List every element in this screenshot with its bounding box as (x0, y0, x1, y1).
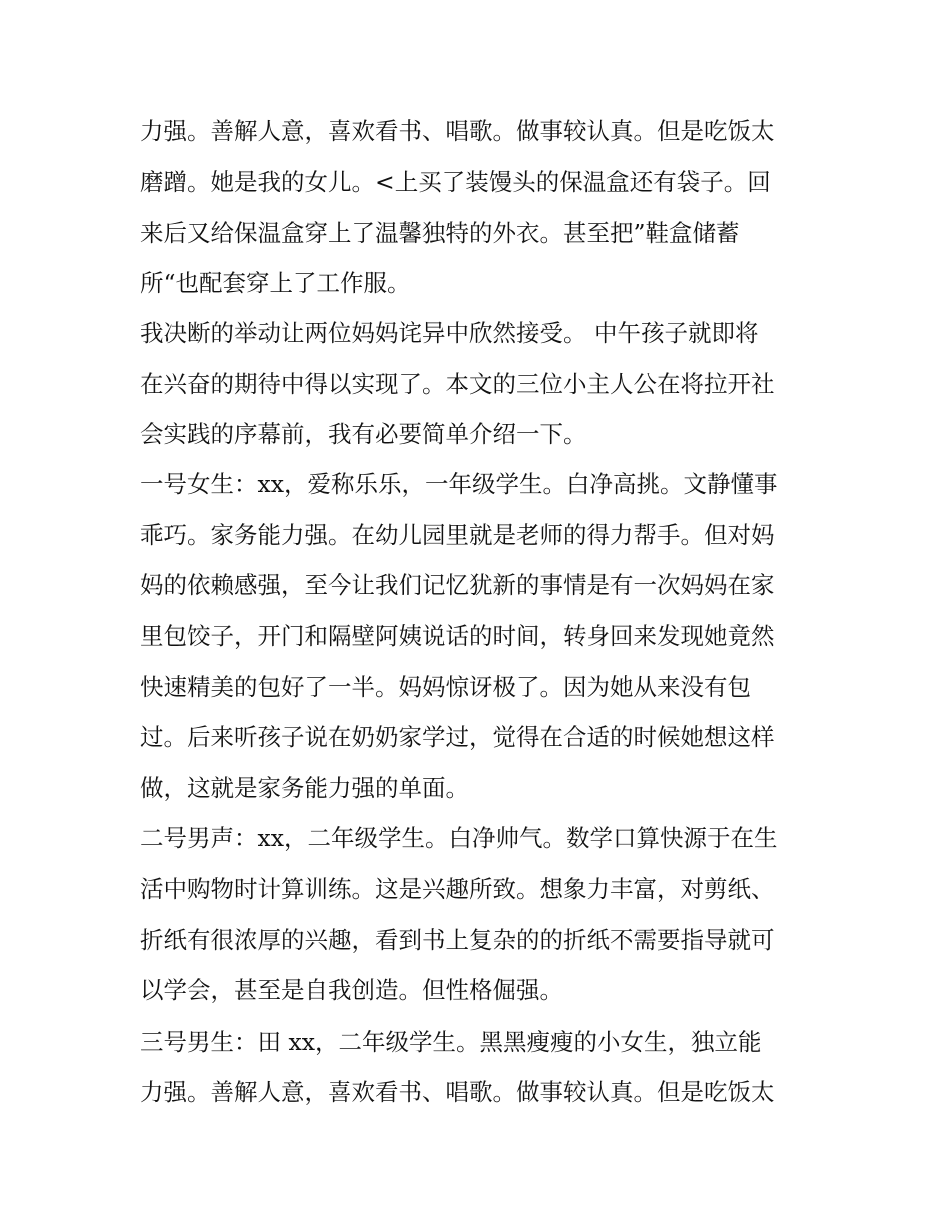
text-line: 来后又给保温盒穿上了温馨独特的外衣。甚至把”鞋盒储蓄 (140, 219, 740, 247)
text-line: 在兴奋的期待中得以实现了。本文的三位小主人公在将拉开社 (140, 370, 775, 398)
text-line: 我决断的举动让两位妈妈诧异中欣然接受。 中午孩子就即将 (140, 319, 759, 347)
text-line: 二号男声：xx，二年级学生。白净帅气。数学口算快源于在生 (140, 824, 778, 852)
text-line: 过。后来听孩子说在奶奶家学过，觉得在合适的时候她想这样 (140, 723, 775, 751)
text-line: 所“也配套穿上了工作服。 (140, 269, 411, 297)
text-line: 乖巧。家务能力强。在幼儿园里就是老师的得力帮手。但对妈 (140, 521, 775, 549)
text-line: 一号女生：xx，爱称乐乐，一年级学生。白净高挑。文静懂事 (140, 470, 778, 498)
text-line: 妈的依赖感强，至今让我们记忆犹新的事情是有一次妈妈在家 (140, 571, 775, 599)
text-line: 力强。善解人意，喜欢看书、唱歌。做事较认真。但是吃饭太 (140, 1078, 775, 1106)
text-line: 会实践的序幕前，我有必要简单介绍一下。 (140, 420, 587, 448)
text-line: 三号男生：田 xx，二年级学生。黑黑瘦瘦的小女生，独立能 (140, 1028, 762, 1056)
text-line: 做，这就是家务能力强的单面。 (140, 774, 469, 802)
text-line: 力强。善解人意，喜欢看书、唱歌。做事较认真。但是吃饭太 (140, 117, 775, 145)
text-line: 折纸有很浓厚的兴趣，看到书上复杂的的折纸不需要指导就可 (140, 926, 775, 954)
text-line: 以学会，甚至是自我创造。但性格倔强。 (140, 976, 563, 1004)
text-line: 活中购物时计算训练。这是兴趣所致。想象力丰富，对剪纸、 (140, 875, 775, 903)
text-line: 快速精美的包好了一半。妈妈惊讶极了。因为她从来没有包 (140, 673, 751, 701)
text-line: 磨蹭。她是我的女儿。<上买了装馒头的保温盒还有袋子。回 (140, 168, 771, 196)
text-line: 里包饺子，开门和隔壁阿姨说话的时间，转身回来发现她竟然 (140, 622, 775, 650)
